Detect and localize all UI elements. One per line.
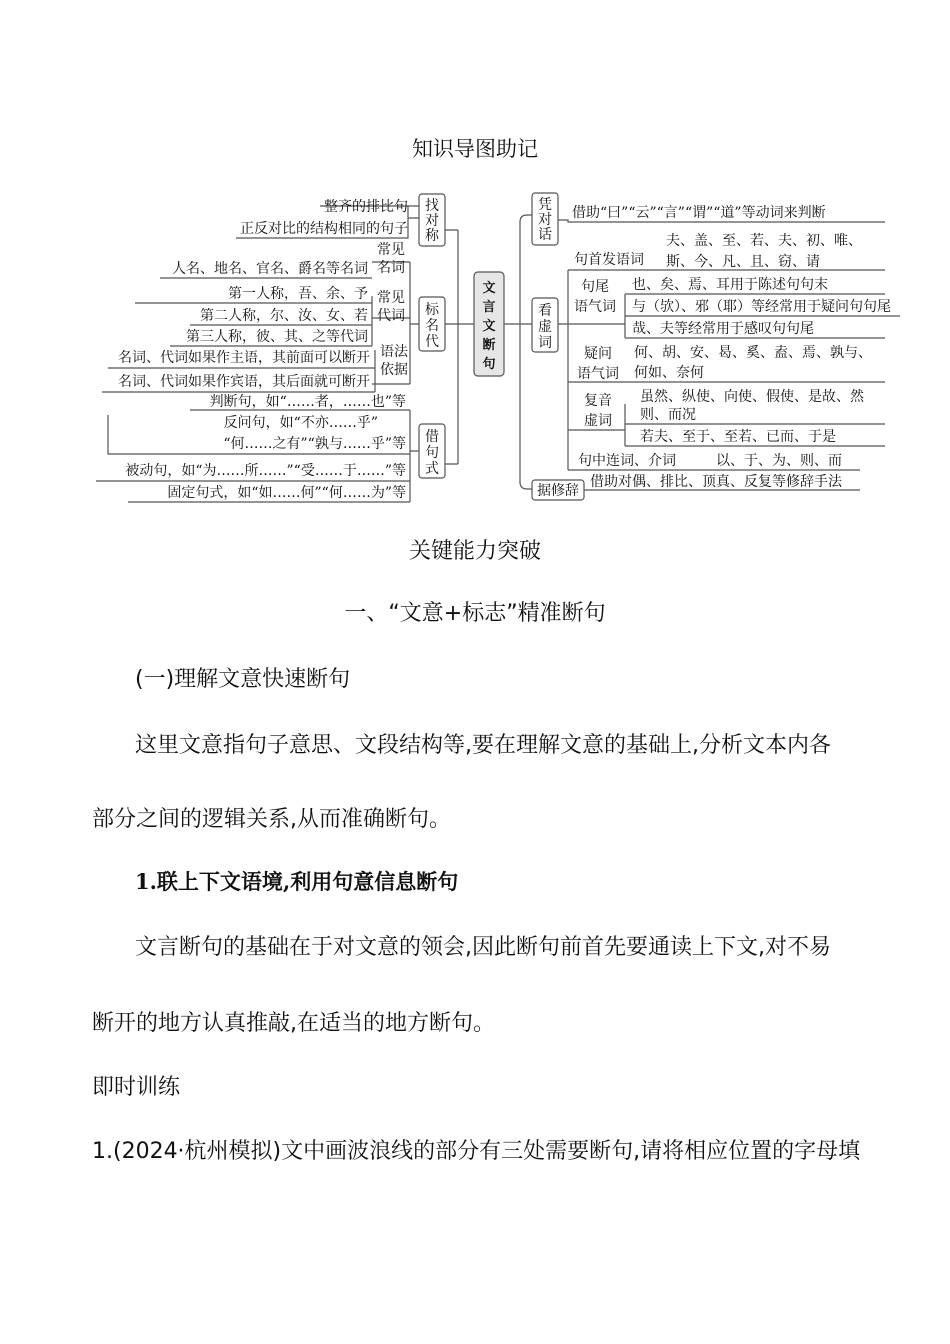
leaf-final-exclaim: 哉、夫等经常用于感叹句句尾 xyxy=(632,321,814,337)
branch-function-c3: 词 xyxy=(538,335,552,351)
leaf-subject-rule: 名词、代词如果作主语，其前面可以断开 xyxy=(118,350,370,366)
paragraph-1-line-1: 这里文意指句子意思、文段结构等,要在理解文意的基础上,分析文本内各 xyxy=(135,733,831,758)
section-subtitle: 一、“文意+标志”精准断句 xyxy=(344,601,606,626)
branch-patterns-c1: 借 xyxy=(425,429,439,445)
label-common-nouns-b: 名词 xyxy=(377,260,405,276)
paragraph-2-line-2: 断开的地方认真推敲,在适当的地方断句。 xyxy=(92,1011,495,1036)
branch-find-symmetry-c3: 称 xyxy=(425,228,439,244)
branch-function-c2: 虚 xyxy=(538,319,552,335)
branch-dialogue-c1: 凭 xyxy=(538,197,552,213)
branch-dialogue-c2: 对 xyxy=(538,212,552,228)
leaf-compound-b: 则、而况 xyxy=(640,407,696,423)
label-compound-a: 复音 xyxy=(584,393,612,409)
center-char-5: 句 xyxy=(482,357,496,372)
label-compound-b: 虚词 xyxy=(584,413,612,429)
branch-find-symmetry-c1: 找 xyxy=(425,198,439,214)
branch-patterns-c3: 式 xyxy=(425,461,439,477)
question-1: 1.(2024·杭州模拟)文中画波浪线的部分有三处需要断句,请将相应位置的字母填 xyxy=(92,1139,861,1164)
branch-nouns-c3: 代 xyxy=(425,334,439,350)
branch-function-c1: 看 xyxy=(538,303,552,319)
label-common-pronouns-b: 代词 xyxy=(377,308,405,324)
branch-rhetoric-label: 据修辞 xyxy=(537,483,579,499)
leaf-rhetorical-b: “何……之有”“孰与……乎”等 xyxy=(223,436,406,452)
label-conjunctions: 句中连词、介词 xyxy=(578,453,676,469)
paragraph-2-line-1: 文言断句的基础在于对文意的领会,因此断句前首先要通读上下文,对不易 xyxy=(135,935,831,960)
label-question-particles-b: 语气词 xyxy=(577,366,619,382)
center-char-3: 文 xyxy=(482,319,496,334)
mindmap-title: 知识导图助记 xyxy=(412,137,538,161)
label-common-pronouns-a: 常见 xyxy=(377,290,405,306)
leaf-nouns: 人名、地名、官名、爵名等名词 xyxy=(172,261,368,277)
label-final-particles-a: 句尾 xyxy=(581,279,609,295)
leaf-passive: 被动句，如“为……所……”“受……于……”等 xyxy=(125,463,406,479)
leaf-initial-particles-b: 斯、今、凡、且、窃、请 xyxy=(666,254,820,270)
leaf-question-b: 何如、奈何 xyxy=(634,365,704,381)
branch-nouns-c1: 标 xyxy=(425,302,439,318)
practice-heading: 即时训练 xyxy=(92,1075,181,1100)
subsection-heading: (一)理解文意快速断句 xyxy=(135,667,351,692)
leaf-conjunctions: 以、于、为、则、而 xyxy=(716,453,842,469)
leaf-compound-c: 若夫、至于、至若、已而、于是 xyxy=(640,429,836,445)
paragraph-1-line-2: 部分之间的逻辑关系,从而准确断句。 xyxy=(92,807,451,832)
label-initial-particles: 句首发语词 xyxy=(574,252,644,268)
label-common-nouns-a: 常见 xyxy=(377,242,405,258)
branch-patterns-c2: 句 xyxy=(425,445,439,461)
leaf-dialogue-verbs: 借助“曰”“云”“言”“谓”“道”等动词来判断 xyxy=(572,205,826,221)
label-grammar-b: 依据 xyxy=(380,362,408,378)
leaf-fixed: 固定句式，如“如……何”“何……为”等 xyxy=(167,485,406,501)
label-final-particles-b: 语气词 xyxy=(574,299,616,315)
center-char-4: 断 xyxy=(482,338,496,353)
branch-find-symmetry-c2: 对 xyxy=(425,213,439,229)
leaf-judgment: 判断句，如“……者，……也”等 xyxy=(209,394,406,410)
point-1-heading: 1.联上下文语境,利用句意信息断句 xyxy=(135,869,459,894)
section-title: 关键能力突破 xyxy=(408,539,541,564)
leaf-initial-particles-a: 夫、盖、至、若、夫、初、唯、 xyxy=(666,233,862,249)
leaf-first-person: 第一人称，吾、余、予 xyxy=(228,286,368,302)
leaf-compound-a: 虽然、纵使、向使、假使、是故、然 xyxy=(640,389,864,405)
leaf-rhetoric-devices: 借助对偶、排比、顶真、反复等修辞手法 xyxy=(590,474,842,490)
label-grammar-a: 语法 xyxy=(380,344,408,360)
leaf-third-person: 第三人称，彼、其、之等代词 xyxy=(186,329,368,345)
leaf-object-rule: 名词、代词如果作宾语，其后面就可断开 xyxy=(118,374,370,390)
center-char-1: 文 xyxy=(482,281,496,296)
leaf-final-statement: 也、矣、焉、耳用于陈述句句末 xyxy=(632,277,828,293)
branch-nouns-c2: 名 xyxy=(425,318,439,334)
branch-dialogue-c3: 话 xyxy=(538,227,552,243)
leaf-question-a: 何、胡、安、曷、奚、盍、焉、孰与、 xyxy=(634,345,872,361)
leaf-rhetorical-a: 反问句，如“不亦……乎” xyxy=(223,415,378,431)
center-char-2: 言 xyxy=(482,300,496,315)
leaf-final-question: 与（欤）、邪（耶）等经常用于疑问句句尾 xyxy=(632,299,891,315)
leaf-parallel-sentences: 整齐的排比句 xyxy=(324,199,408,215)
leaf-contrast-sentences: 正反对比的结构相同的句子 xyxy=(240,221,408,237)
label-question-particles-a: 疑问 xyxy=(584,346,612,362)
knowledge-mind-map xyxy=(0,0,950,520)
leaf-second-person: 第二人称，尔、汝、女、若 xyxy=(200,308,368,324)
